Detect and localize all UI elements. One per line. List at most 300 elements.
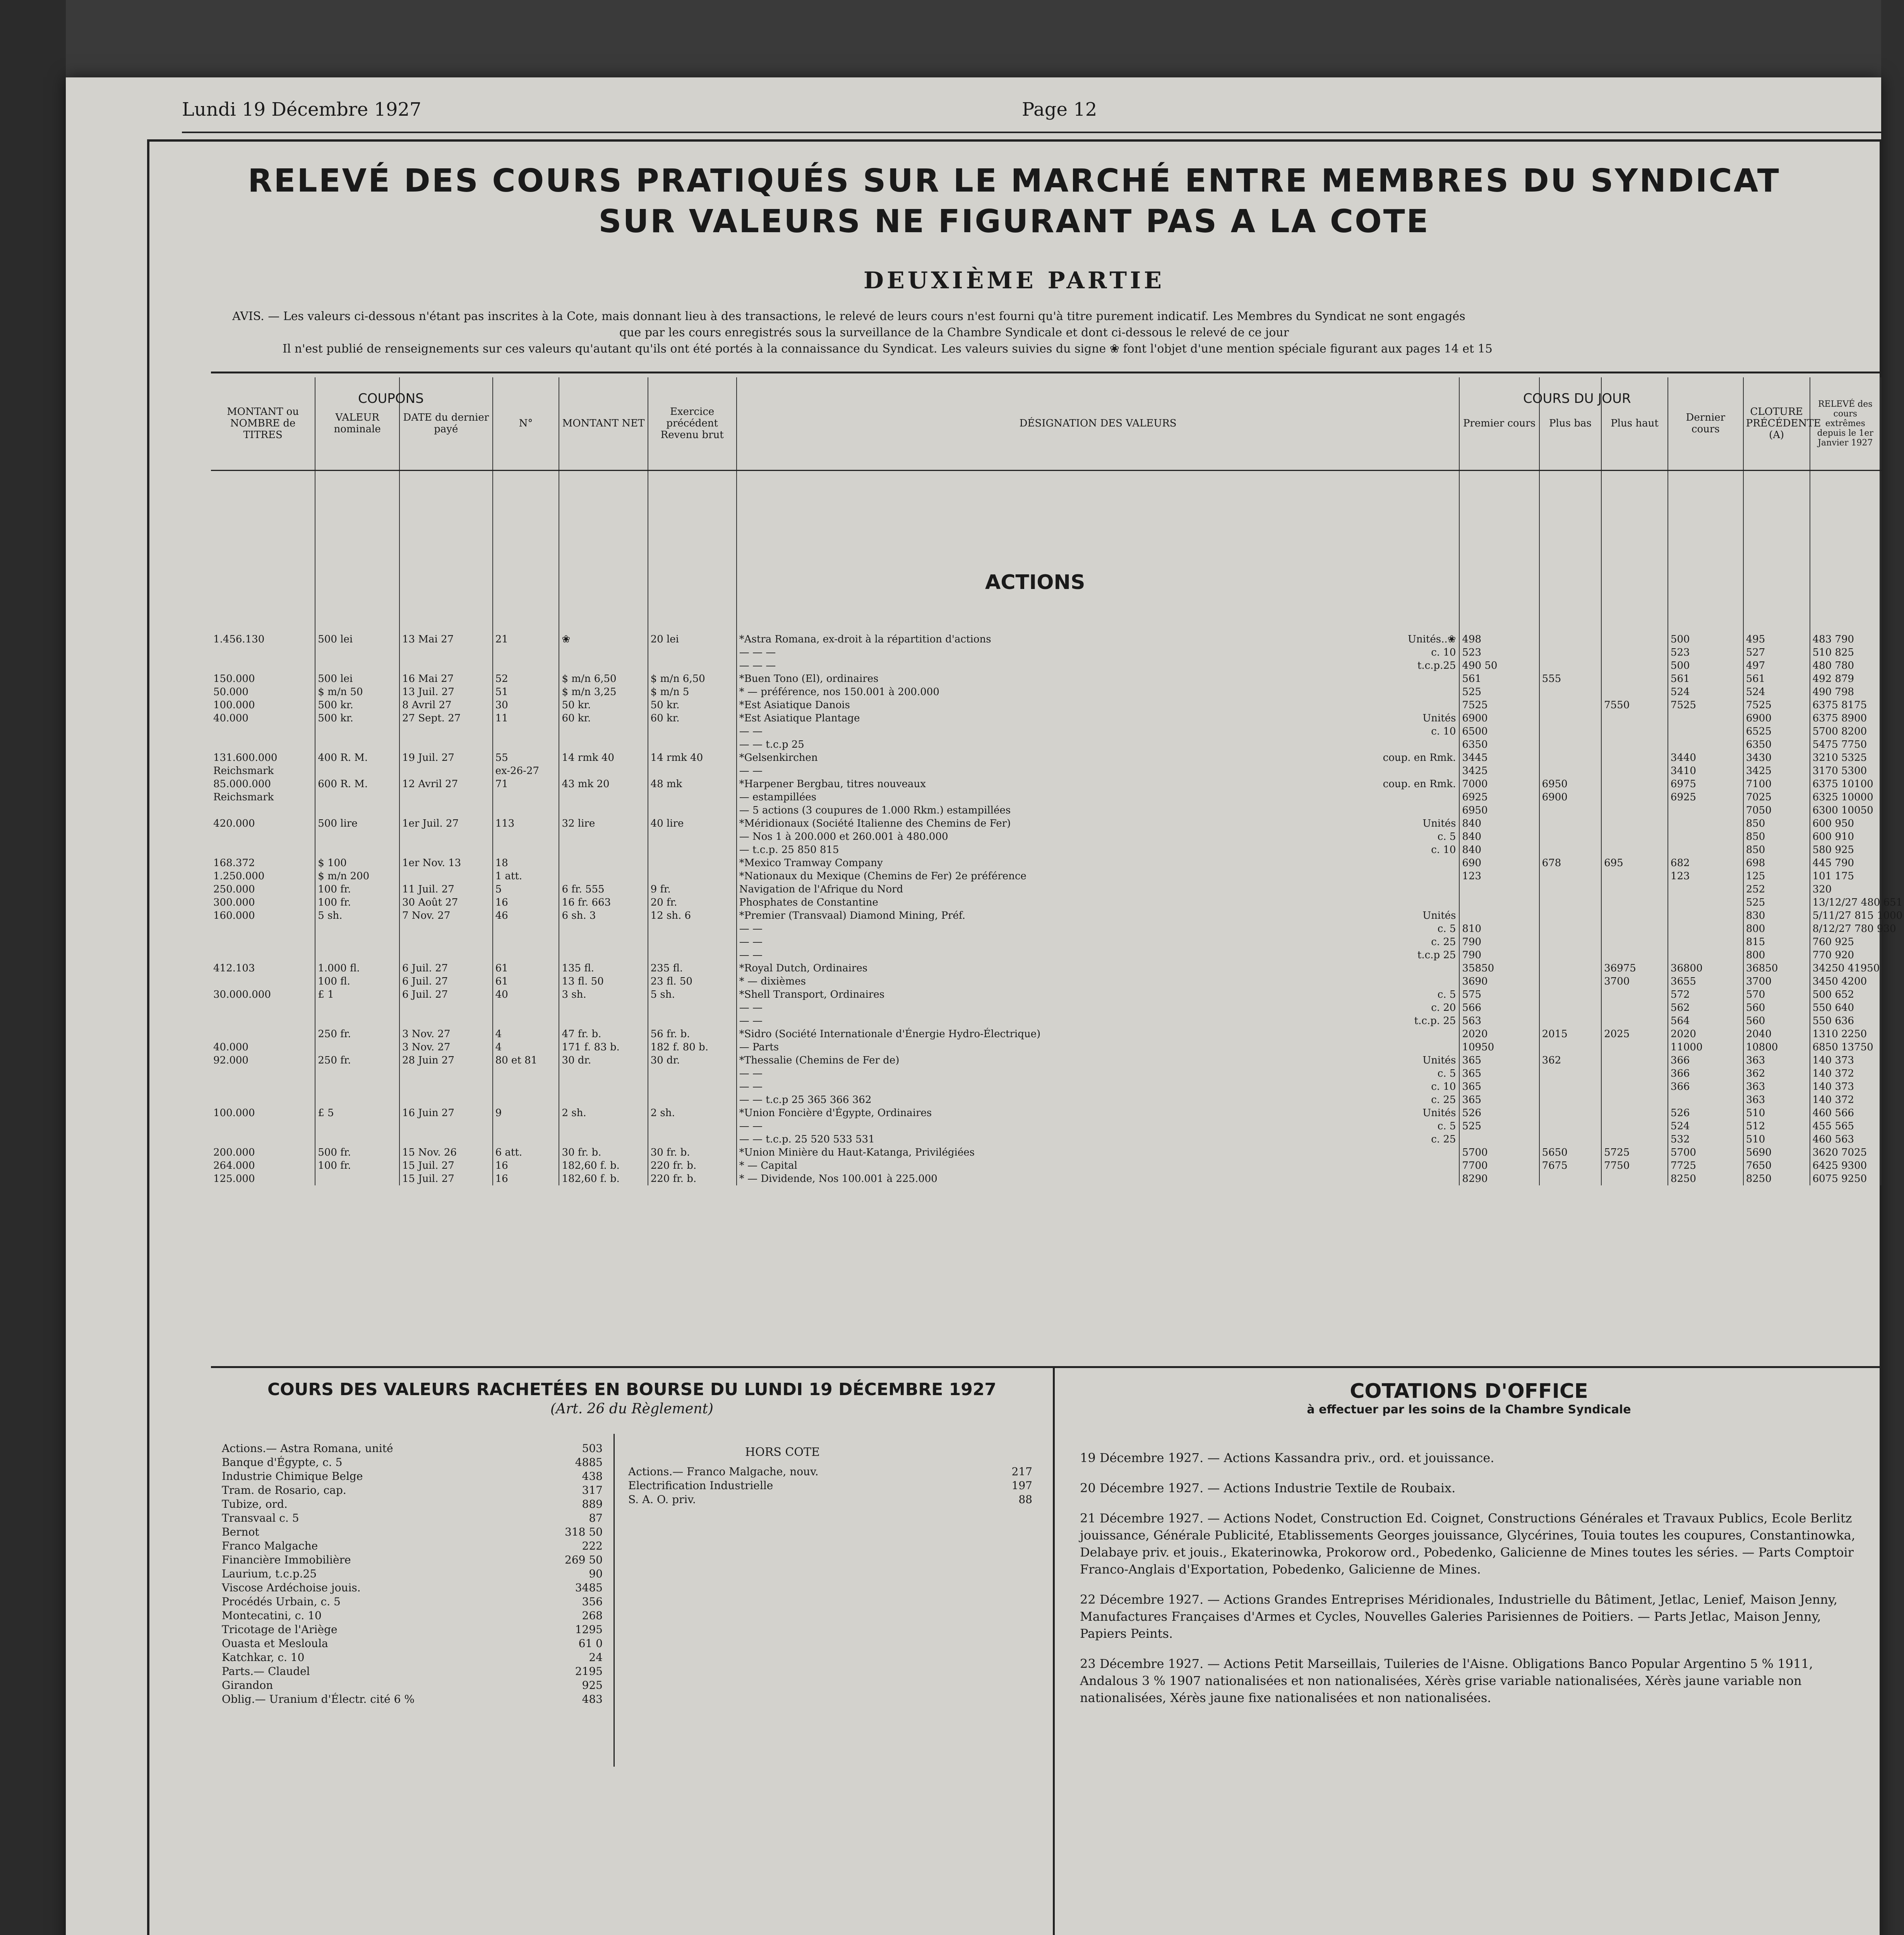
col-releve: RELEVÉ des cours extrêmes depuis le 1er Janvier 1927 — [1810, 377, 1881, 470]
table-cell — [493, 935, 559, 949]
designation-cell — [737, 1080, 1460, 1093]
table-cell: 6 Juil. 27 — [399, 988, 493, 1001]
list-item — [219, 1469, 606, 1483]
designation-cell — [737, 791, 1460, 804]
releve-cell — [1810, 896, 1903, 909]
designation-cell — [737, 725, 1460, 738]
designation-name: — — — [739, 936, 763, 948]
releve-high: 925 — [1835, 844, 1854, 856]
quote-cell: 840 — [1459, 817, 1539, 830]
actions-section-label: ACTIONS — [985, 571, 1085, 594]
quote-cell: 815 — [1743, 935, 1810, 949]
item-label: Ouasta et Mesloula — [222, 1637, 328, 1650]
designation-name: * — préférence, nos 150.001 à 200.000 — [739, 686, 939, 698]
releve-low: 5475 — [1812, 739, 1838, 750]
designation-unit: t.c.p 25 — [1417, 949, 1456, 961]
quote-cell: 510 — [1743, 1106, 1810, 1120]
table-cell — [493, 804, 559, 817]
table-cell — [315, 725, 399, 738]
table-cell — [315, 949, 399, 962]
table-cell — [315, 646, 399, 659]
item-value: 61 0 — [578, 1637, 603, 1650]
designation-cell — [737, 922, 1460, 935]
releve-high: 636 — [1835, 1015, 1854, 1027]
quote-cell — [1539, 922, 1601, 935]
rachetees-divider — [614, 1434, 615, 1767]
designation-name: — — t.c.p 25 365 366 362 — [739, 1094, 872, 1106]
table-cell: 100 fr. — [315, 896, 399, 909]
table-cell: 56 fr. b. — [648, 1027, 737, 1041]
designation-cell — [737, 804, 1460, 817]
table-cell — [315, 791, 399, 804]
quote-cell: 7525 — [1668, 699, 1743, 712]
quote-cell: 525 — [1743, 896, 1810, 909]
quote-cell: 2020 — [1459, 1027, 1539, 1041]
quote-cell: 3700 — [1743, 975, 1810, 988]
quote-cell — [1539, 1041, 1601, 1054]
releve-high: 770 920 — [1812, 949, 1854, 961]
table-spacer-row — [211, 470, 1881, 633]
quote-cell — [1601, 1041, 1668, 1054]
designation-name: — — t.c.p. 25 520 533 531 — [739, 1134, 875, 1145]
item-value: 889 — [582, 1498, 603, 1510]
item-label: Tram. de Rosario, cap. — [222, 1484, 346, 1497]
quote-cell: 3440 — [1668, 751, 1743, 764]
table-cell: 47 fr. b. — [559, 1027, 648, 1041]
quote-cell — [1601, 804, 1668, 817]
quote-cell: 366 — [1668, 1054, 1743, 1067]
quote-cell: 123 — [1459, 870, 1539, 883]
table-cell — [648, 856, 737, 870]
table-cell — [559, 830, 648, 843]
designation-cell — [737, 883, 1460, 896]
item-value: 4885 — [575, 1456, 603, 1469]
quote-cell: 850 — [1743, 817, 1810, 830]
quote-cell — [1601, 1133, 1668, 1146]
designation-name: *Premier (Transvaal) Diamond Mining, Préf. — [739, 910, 965, 921]
table-cell — [493, 725, 559, 738]
quote-cell — [1539, 1120, 1601, 1133]
quote-cell: 11000 — [1668, 1041, 1743, 1054]
releve-cell — [1810, 870, 1881, 883]
table-cell: 21 — [493, 633, 559, 646]
quote-cell: 6350 — [1459, 738, 1539, 751]
releve-low: 445 — [1812, 857, 1832, 869]
designation-cell — [737, 659, 1460, 672]
table-cell — [211, 830, 315, 843]
table-cell — [315, 1093, 399, 1106]
quote-cell: 5690 — [1743, 1146, 1810, 1159]
table-cell: 13 fl. 50 — [559, 975, 648, 988]
table-cell — [559, 804, 648, 817]
cotations-section — [1061, 1372, 1877, 1935]
quote-cell — [1601, 1106, 1668, 1120]
table-row — [211, 975, 1881, 988]
quote-cell — [1539, 1067, 1601, 1080]
table-cell: 1.456.130 — [211, 633, 315, 646]
releve-cell — [1810, 725, 1881, 738]
table-cell — [493, 843, 559, 856]
table-row — [211, 672, 1881, 685]
releve-cell — [1810, 672, 1881, 685]
col-montant: MONTANT ou NOMBRE de TITRES — [211, 377, 315, 470]
table-cell: 420.000 — [211, 817, 315, 830]
quote-cell — [1539, 949, 1601, 962]
quote-cell: 524 — [1668, 685, 1743, 699]
table-cell: 50 kr. — [559, 699, 648, 712]
table-cell — [315, 1120, 399, 1133]
table-cell: ❀ — [559, 633, 648, 646]
designation-name: — estampillées — [739, 791, 817, 803]
quote-cell: 562 — [1668, 1001, 1743, 1014]
table-cell: 220 fr. b. — [648, 1159, 737, 1172]
table-row — [211, 1120, 1881, 1133]
quote-cell — [1601, 1080, 1668, 1093]
designation-unit: c. 10 — [1431, 726, 1456, 737]
releve-low: 3450 — [1812, 976, 1838, 987]
table-cell: 500 lei — [315, 633, 399, 646]
cotation-entry: 21 Décembre 1927. — Actions Nodet, Construction Ed. Coignet, Constructions Générales et Travaux Publics, Ecole Berlitz jouissance, Générale Publicité, Etablissements Georges jouissance, Glycérines, Touia toutes les coupures, Constantinowka, Delabaye priv. et jouis., Ekaterinowka, Prokorow ord., Pobedenko, Galicienne de Mines toutes les séries. — Parts Comptoir Franco-Anglais d'Exportation, Pobedenko, Galicienne de Mines. — [1080, 1511, 1856, 1577]
releve-low: 510 — [1812, 647, 1832, 658]
table-cell: 150.000 — [211, 672, 315, 685]
table-cell — [648, 1080, 737, 1093]
table-row — [211, 1014, 1881, 1027]
table-cell: 40 lire — [648, 817, 737, 830]
table-cell: 11 Juil. 27 — [399, 883, 493, 896]
quote-cell — [1539, 685, 1601, 699]
releve-cell — [1810, 1133, 1881, 1146]
designation-cell — [737, 843, 1460, 856]
list-item — [219, 1497, 606, 1511]
table-cell: $ m/n 200 — [315, 870, 399, 883]
releve-low: 480 — [1812, 660, 1832, 671]
releve-low: 1310 — [1812, 1028, 1838, 1040]
table-cell: 16 Mai 27 — [399, 672, 493, 685]
designation-cell — [737, 856, 1460, 870]
table-cell: 52 — [493, 672, 559, 685]
quote-cell: 523 — [1668, 646, 1743, 659]
quote-cell — [1601, 988, 1668, 1001]
main-title-line2: SUR VALEURS NE FIGURANT PAS A LA COTE — [598, 203, 1430, 240]
item-label: Bernot — [222, 1526, 259, 1538]
table-row — [211, 883, 1881, 896]
quote-cell: 523 — [1459, 646, 1539, 659]
releve-cell — [1810, 1001, 1881, 1014]
avis-line-1: AVIS. — Les valeurs ci-dessous n'étant pas inscrites à la Cote, mais donnant lieu à des transactions, le relevé de leurs cours n'est fourni qu'à titre purement indicatif. Les Membres du Syndicat ne sont engagés — [232, 310, 1465, 323]
quote-cell — [1539, 817, 1601, 830]
quote-cell: 7725 — [1668, 1159, 1743, 1172]
releve-high: 7750 — [1841, 739, 1867, 750]
col-premier: Premier cours — [1459, 377, 1539, 470]
quote-cell: 555 — [1539, 672, 1601, 685]
table-cell: 30 Août 27 — [399, 896, 493, 909]
table-cell — [493, 738, 559, 751]
quote-cell: 5650 — [1539, 1146, 1601, 1159]
releve-high: 825 — [1835, 647, 1854, 658]
table-cell — [493, 791, 559, 804]
table-cell: 13 Juil. 27 — [399, 685, 493, 699]
table-cell — [493, 1014, 559, 1027]
releve-low: 140 — [1812, 1081, 1832, 1093]
quote-cell: 6525 — [1743, 725, 1810, 738]
quote-cell — [1539, 975, 1601, 988]
releve-low: 13/12/27 — [1812, 897, 1858, 908]
quote-cell: 36975 — [1601, 962, 1668, 975]
list-item — [219, 1595, 606, 1609]
designation-unit: coup. en Rmk. — [1383, 752, 1456, 764]
quote-cell — [1601, 685, 1668, 699]
designation-cell — [737, 962, 1460, 975]
table-row — [211, 1093, 1881, 1106]
quote-cell — [1539, 843, 1601, 856]
quote-cell — [1601, 817, 1668, 830]
table-cell: 100.000 — [211, 699, 315, 712]
table-cell: $ m/n 6,50 — [559, 672, 648, 685]
designation-unit: Unités — [1422, 1055, 1456, 1066]
item-label: Laurium, t.c.p.25 — [222, 1567, 317, 1580]
table-cell — [493, 1133, 559, 1146]
designation-cell — [737, 935, 1460, 949]
quote-cell — [1539, 712, 1601, 725]
col-cloture: CLOTURE PRÉCÉDENTE (A) — [1743, 377, 1810, 470]
releve-low: 34250 — [1812, 962, 1845, 974]
list-item — [219, 1637, 606, 1651]
coupons-group-label: COUPONS — [358, 391, 424, 406]
releve-high: 910 — [1835, 831, 1854, 842]
table-cell: $ m/n 50 — [315, 685, 399, 699]
quote-cell: 7100 — [1743, 777, 1810, 791]
table-cell — [399, 1080, 493, 1093]
quote-cell: 830 — [1743, 909, 1810, 922]
lower-vertical-divider — [1053, 1366, 1055, 1935]
quote-cell — [1668, 804, 1743, 817]
releve-high: 10000 — [1841, 791, 1873, 803]
table-row — [211, 1146, 1881, 1159]
quote-cell — [1539, 646, 1601, 659]
releve-cell — [1810, 1027, 1881, 1041]
item-label: Financière Immobilière — [222, 1553, 351, 1566]
quote-cell: 850 — [1743, 843, 1810, 856]
item-value: 317 — [582, 1484, 603, 1497]
table-cell: 80 et 81 — [493, 1054, 559, 1067]
main-table-bottom-rule — [211, 1366, 1881, 1368]
table-cell — [211, 935, 315, 949]
quote-cell: 678 — [1539, 856, 1601, 870]
releve-high: 790 — [1835, 634, 1854, 645]
quote-cell: 3445 — [1459, 751, 1539, 764]
table-cell: 92.000 — [211, 1054, 315, 1067]
table-cell: 1 att. — [493, 870, 559, 883]
quote-cell: 6900 — [1459, 712, 1539, 725]
quote-cell — [1668, 935, 1743, 949]
quote-cell: 363 — [1743, 1080, 1810, 1093]
table-cell — [559, 646, 648, 659]
table-cell: 131.600.000 — [211, 751, 315, 764]
rachetees-section — [211, 1372, 1053, 1935]
quote-cell: 6500 — [1459, 725, 1539, 738]
quote-cell: 365 — [1459, 1080, 1539, 1093]
quote-cell: 3425 — [1459, 764, 1539, 777]
quote-cell: 366 — [1668, 1080, 1743, 1093]
table-cell — [493, 949, 559, 962]
quote-cell: 35850 — [1459, 962, 1539, 975]
releve-cell — [1810, 804, 1881, 817]
table-cell: 250 fr. — [315, 1054, 399, 1067]
releve-high: 760 925 — [1812, 936, 1854, 948]
table-cell: 40.000 — [211, 712, 315, 725]
table-cell — [493, 1067, 559, 1080]
item-value: 483 — [582, 1693, 603, 1706]
releve-cell — [1810, 712, 1881, 725]
quote-cell: 125 — [1743, 870, 1810, 883]
quote-cell: 3700 — [1601, 975, 1668, 988]
table-cell: 5 sh. — [315, 909, 399, 922]
spacer-cell — [1810, 470, 1881, 633]
table-cell: 2 sh. — [648, 1106, 737, 1120]
spacer-cell — [1539, 470, 1601, 633]
table-cell: 135 fl. — [559, 962, 648, 975]
quote-cell: 500 — [1668, 633, 1743, 646]
cotations-title: COTATIONS D'OFFICE — [1350, 1380, 1588, 1403]
designation-name: *Royal Dutch, Ordinaires — [739, 962, 868, 974]
quote-cell — [1539, 896, 1601, 909]
designation-name: *Est Asiatique Danois — [739, 699, 850, 711]
table-cell — [648, 843, 737, 856]
table-cell: $ m/n 5 — [648, 685, 737, 699]
designation-unit: t.c.p. 25 — [1414, 1015, 1456, 1027]
table-row — [211, 804, 1881, 817]
table-cell — [211, 949, 315, 962]
header-rule — [182, 132, 1881, 133]
table-cell: 30 fr. b. — [648, 1146, 737, 1159]
item-value: 222 — [582, 1539, 603, 1552]
col-designation: DÉSIGNATION DES VALEURS — [737, 377, 1460, 470]
table-cell — [559, 791, 648, 804]
table-row — [211, 777, 1881, 791]
main-quotes-table — [211, 377, 1903, 1364]
releve-cell — [1810, 646, 1881, 659]
designation-unit: c. 5 — [1437, 1068, 1456, 1079]
table-cell — [493, 1093, 559, 1106]
quote-cell — [1668, 712, 1743, 725]
list-item — [219, 1456, 606, 1469]
table-cell — [559, 856, 648, 870]
item-label: Franco Malgache — [222, 1539, 318, 1552]
releve-high: 640 — [1835, 1002, 1854, 1014]
quote-cell — [1668, 817, 1743, 830]
quote-cell: 498 — [1459, 633, 1539, 646]
table-cell — [559, 949, 648, 962]
item-label: Electrification Industrielle — [628, 1479, 773, 1492]
table-row — [211, 949, 1881, 962]
designation-cell — [737, 1146, 1460, 1159]
list-item — [219, 1609, 606, 1623]
quote-cell: 6950 — [1459, 804, 1539, 817]
designation-name: *Union Foncière d'Égypte, Ordinaires — [739, 1107, 932, 1119]
table-cell: 100 fr. — [315, 883, 399, 896]
releve-high: 815 1000 — [1854, 910, 1903, 921]
releve-low: 6850 — [1812, 1041, 1838, 1053]
quote-cell: 8250 — [1668, 1172, 1743, 1185]
col-plus-haut: Plus haut — [1601, 377, 1668, 470]
list-item — [625, 1493, 1035, 1507]
table-cell — [648, 791, 737, 804]
designation-name: *Méridionaux (Société Italienne des Chemins de Fer) — [739, 818, 1011, 829]
table-cell: 48 mk — [648, 777, 737, 791]
designation-name: — Nos 1 à 200.000 et 260.001 à 480.000 — [739, 831, 948, 842]
quote-cell — [1601, 751, 1668, 764]
col-dernier: Dernier cours — [1668, 377, 1743, 470]
quote-cell — [1601, 1014, 1668, 1027]
releve-low: 6375 — [1812, 778, 1838, 790]
quote-cell — [1601, 935, 1668, 949]
table-cell — [315, 830, 399, 843]
quote-cell — [1601, 883, 1668, 896]
table-cell: 16 Juin 27 — [399, 1106, 493, 1120]
table-row — [211, 935, 1881, 949]
quote-cell: 561 — [1668, 672, 1743, 685]
avis-line-3: Il n'est publié de renseignements sur ces valeurs qu'autant qu'ils ont été portés à la connaissance du Syndicat. Les valeurs suivies du signe ❀ font l'objet d'une mention spéciale figurant aux pages 14 et 15 — [283, 342, 1493, 356]
table-cell — [559, 843, 648, 856]
list-item — [219, 1678, 606, 1692]
cotations-subtitle: à effectuer par les soins de la Chambre Syndicale — [1307, 1403, 1631, 1416]
designation-cell — [737, 817, 1460, 830]
quote-cell: 840 — [1459, 830, 1539, 843]
table-row — [211, 751, 1881, 764]
designation-name: — — — [739, 1015, 763, 1027]
quote-cell — [1539, 659, 1601, 672]
releve-high: 5300 — [1841, 765, 1867, 777]
table-row — [211, 830, 1881, 843]
table-cell — [493, 830, 559, 843]
list-item — [219, 1567, 606, 1581]
table-cell: 27 Sept. 27 — [399, 712, 493, 725]
designation-name: * — dixièmes — [739, 976, 806, 987]
quote-cell: 810 — [1459, 922, 1539, 935]
quote-cell: 10800 — [1743, 1041, 1810, 1054]
quote-cell: 524 — [1743, 685, 1810, 699]
releve-low: 550 — [1812, 1002, 1832, 1014]
table-cell: 182,60 f. b. — [559, 1159, 648, 1172]
designation-cell — [737, 646, 1460, 659]
quote-cell — [1668, 830, 1743, 843]
table-row — [211, 1027, 1881, 1041]
item-value: 925 — [582, 1679, 603, 1692]
releve-low: 483 — [1812, 634, 1832, 645]
quote-cell: 7525 — [1743, 699, 1810, 712]
designation-cell — [737, 672, 1460, 685]
table-cell: 182,60 f. b. — [559, 1172, 648, 1185]
quote-cell: 497 — [1743, 659, 1810, 672]
table-cell: 500 kr. — [315, 712, 399, 725]
quote-cell: 6925 — [1668, 791, 1743, 804]
quote-cell — [1539, 699, 1601, 712]
releve-high: 2250 — [1841, 1028, 1867, 1040]
table-cell: 1er Juil. 27 — [399, 817, 493, 830]
table-row — [211, 909, 1881, 922]
table-cell — [648, 1014, 737, 1027]
designation-name: *Astra Romana, ex-droit à la répartition d'actions — [739, 634, 991, 645]
designation-name: Phosphates de Constantine — [739, 897, 878, 908]
table-cell: 7 Nov. 27 — [399, 909, 493, 922]
table-cell — [648, 1133, 737, 1146]
designation-unit: t.c.p.25 — [1417, 660, 1456, 671]
table-cell — [399, 738, 493, 751]
table-cell — [315, 1014, 399, 1027]
table-cell — [315, 1067, 399, 1080]
table-row — [211, 896, 1881, 909]
designation-unit: c. 20 — [1431, 1002, 1456, 1014]
